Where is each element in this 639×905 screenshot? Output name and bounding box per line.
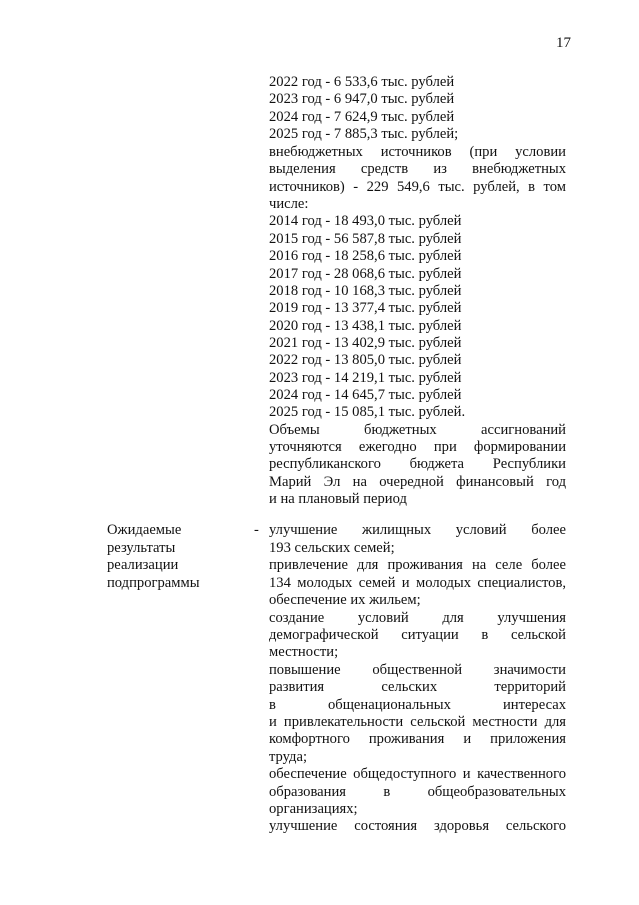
results-line: улучшение состояния здоровья сельского <box>269 818 566 834</box>
funding-line: 2025 год - 15 085,1 тыс. рублей. <box>269 404 466 420</box>
funding-line: 2022 год - 13 805,0 тыс. рублей <box>269 352 462 368</box>
funding-line: 2016 год - 18 258,6 тыс. рублей <box>269 248 462 264</box>
results-line: демографической ситуации в сельской <box>269 627 566 643</box>
results-line: 134 молодых семей и молодых специалистов, <box>269 575 566 591</box>
funding-line: 2019 год - 13 377,4 тыс. рублей <box>269 300 462 316</box>
results-label-line: результаты <box>107 540 176 556</box>
funding-line: источников) - 229 549,6 тыс. рублей, в том <box>269 179 566 195</box>
results-line: обеспечение общедоступного и качественного <box>269 766 566 782</box>
funding-line: 2017 год - 28 068,6 тыс. рублей <box>269 266 462 282</box>
funding-line: 2023 год - 6 947,0 тыс. рублей <box>269 91 455 107</box>
funding-line: Объемы бюджетных ассигнований <box>269 422 566 438</box>
funding-line: 2024 год - 7 624,9 тыс. рублей <box>269 109 455 125</box>
funding-line: 2023 год - 14 219,1 тыс. рублей <box>269 370 462 386</box>
results-line: развития сельских территорий <box>269 679 566 695</box>
results-line: образования в общеобразовательных <box>269 784 566 800</box>
funding-line: 2024 год - 14 645,7 тыс. рублей <box>269 387 462 403</box>
results-line: в общенациональных интересах <box>269 697 566 713</box>
funding-line: 2015 год - 56 587,8 тыс. рублей <box>269 231 462 247</box>
results-label-line: Ожидаемые <box>107 522 182 538</box>
funding-line: 2020 год - 13 438,1 тыс. рублей <box>269 318 462 334</box>
results-label-line: реализации <box>107 557 179 573</box>
funding-line: республиканского бюджета Республики <box>269 456 566 472</box>
funding-line: числе: <box>269 196 309 212</box>
results-line: организациях; <box>269 801 358 817</box>
funding-line: 2021 год - 13 402,9 тыс. рублей <box>269 335 462 351</box>
page-number: 17 <box>556 35 571 51</box>
results-line: повышение общественной значимости <box>269 662 566 678</box>
funding-line: выделения средств из внебюджетных <box>269 161 566 177</box>
funding-line: и на плановый период <box>269 491 407 507</box>
results-line: и привлекательности сельской местности для <box>269 714 566 730</box>
results-line: обеспечение их жильем; <box>269 592 421 608</box>
results-line: 193 сельских семей; <box>269 540 395 556</box>
funding-line: 2022 год - 6 533,6 тыс. рублей <box>269 74 455 90</box>
results-dash: - <box>254 522 259 538</box>
funding-line: 2014 год - 18 493,0 тыс. рублей <box>269 213 462 229</box>
funding-line: Марий Эл на очередной финансовый год <box>269 474 566 490</box>
funding-line: 2018 год - 10 168,3 тыс. рублей <box>269 283 462 299</box>
funding-line: 2025 год - 7 885,3 тыс. рублей; <box>269 126 459 142</box>
results-label-line: подпрограммы <box>107 575 200 591</box>
funding-line: внебюджетных источников (при условии <box>269 144 566 160</box>
results-line: улучшение жилищных условий более <box>269 522 566 538</box>
results-line: создание условий для улучшения <box>269 610 566 626</box>
results-line: местности; <box>269 644 339 660</box>
results-line: труда; <box>269 749 307 765</box>
results-line: привлечение для проживания на селе более <box>269 557 566 573</box>
results-line: комфортного проживания и приложения <box>269 731 566 747</box>
funding-line: уточняются ежегодно при формировании <box>269 439 566 455</box>
